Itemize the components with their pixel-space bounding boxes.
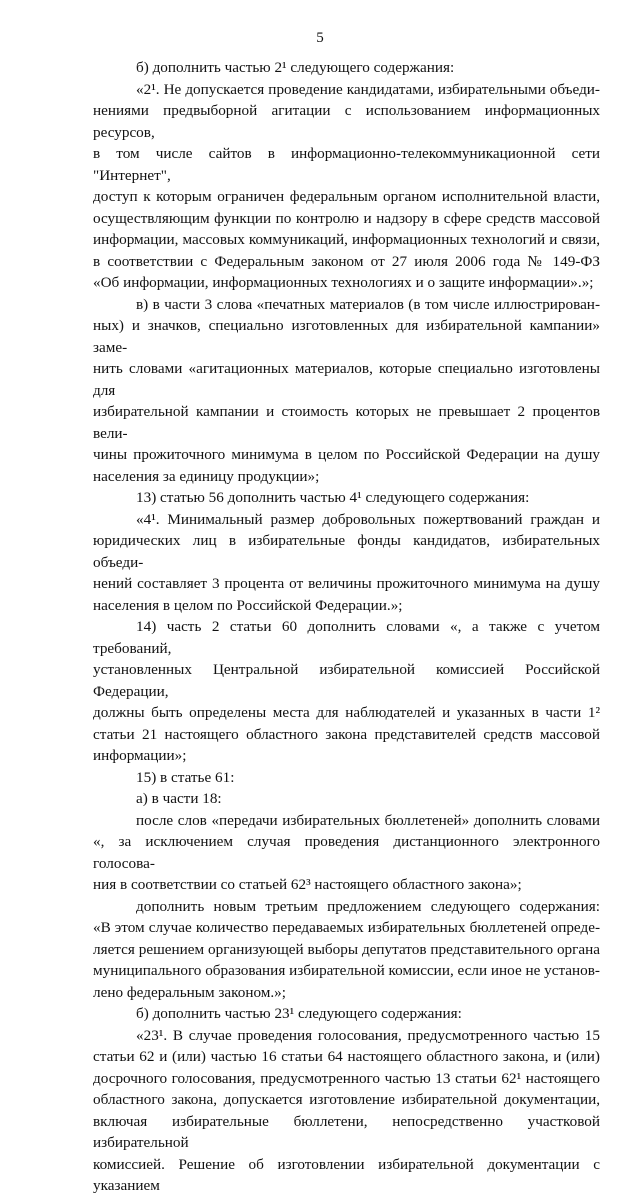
text-line: ных) и значков, специально изготовленных для избирательной кампании» заме- <box>93 317 600 356</box>
text-line: дополнить новым третьим предложением следующего содержания: <box>136 897 600 915</box>
text-line: «2¹. Не допускается проведение кандидатами, избирательными объеди- <box>136 80 600 98</box>
text-line: после слов «передачи избирательных бюллетеней» дополнить словами <box>136 811 600 829</box>
text-line: должны быть определены места для наблюдателей и указанных в части 1² <box>93 704 600 721</box>
text-line: а) в части 18: <box>136 790 222 807</box>
text-line: б) дополнить частью 2¹ следующего содержания: <box>136 59 455 76</box>
text-line: муниципального образования избирательной комиссии, если иное не установ- <box>93 962 600 979</box>
text-line: информации, массовых коммуникаций, информационных технологий и связи, <box>93 231 600 248</box>
text-line: осуществляющим функции по контролю и надзору в сфере средств массовой <box>93 209 600 227</box>
text-line: б) дополнить частью 23¹ следующего содержания: <box>136 1005 462 1022</box>
text-line: в) в части 3 слова «печатных материалов (в том числе иллюстрирован- <box>136 295 600 313</box>
text-line: нений составляет 3 процента от величины прожиточного минимума на душу <box>93 575 600 592</box>
text-line: в соответствии с Федеральным законом от 27 июля 2006 года № 149-ФЗ <box>93 252 600 270</box>
text-line: ния в соответствии со статьей 62³ настоящего областного закона»; <box>93 876 522 893</box>
text-line: включая избирательные бюллетени, непосредственно участковой избирательной <box>93 1112 600 1151</box>
text-line: доступ к которым ограничен федеральным органом исполнительной власти, <box>93 188 600 205</box>
text-line: лено федеральным законом.»; <box>93 983 286 1001</box>
text-line: информации»; <box>93 747 187 764</box>
document-body <box>93 57 600 1197</box>
text-line: «23¹. В случае проведения голосования, предусмотренного частью 15 <box>136 1026 600 1044</box>
text-line: «Об информации, информационных технологиях и о защите информации».»; <box>93 274 594 291</box>
text-line: областного закона, допускается изготовление избирательной документации, <box>93 1091 600 1108</box>
text-line: в том числе сайтов в информационно-телекоммуникационной сети "Интернет", <box>93 145 600 184</box>
text-line: населения за единицу продукции»; <box>93 467 320 485</box>
text-line: избирательной кампании и стоимость которых не превышает 2 процентов вели- <box>93 403 600 442</box>
text-line: статьи 21 настоящего областного закона представителей средств массовой <box>93 725 600 743</box>
text-line: «В этом случае количество передаваемых избирательных бюллетеней опреде- <box>93 919 600 936</box>
text-line: нить словами «агитационных материалов, которые специально изготовлены для <box>93 360 600 399</box>
text-line: ляется решением организующей выборы депутатов представительного органа <box>93 940 600 958</box>
text-line: досрочного голосования, предусмотренного частью 13 статьи 62¹ настоящего <box>93 1069 600 1087</box>
text-line: нениями предвыборной агитации с использованием информационных ресурсов, <box>93 102 600 141</box>
text-line: «, за исключением случая проведения дистанционного электронного голосова- <box>93 833 600 872</box>
text-line: населения в целом по Российской Федерации.»; <box>93 596 403 614</box>
text-line: 15) в статье 61: <box>136 768 235 786</box>
text-line: юридических лиц в избирательные фонды кандидатов, избирательных объеди- <box>93 532 600 571</box>
text-line: комиссией. Решение об изготовлении избирательной документации с указанием <box>93 1155 600 1194</box>
page-number: 5 <box>316 30 324 46</box>
text-line: 14) часть 2 статьи 60 дополнить словами «, а также с учетом требований, <box>93 618 600 657</box>
text-line: статьи 62 и (или) частью 16 статьи 64 настоящего областного закона, и (или) <box>93 1048 600 1065</box>
text-line: установленных Центральной избирательной комиссией Российской Федерации, <box>93 661 600 700</box>
text-line: чины прожиточного минимума в целом по Российской Федерации на душу <box>93 446 600 463</box>
text-line: 13) статью 56 дополнить частью 4¹ следующего содержания: <box>136 489 530 506</box>
text-line: «4¹. Минимальный размер добровольных пожертвований граждан и <box>136 510 600 528</box>
